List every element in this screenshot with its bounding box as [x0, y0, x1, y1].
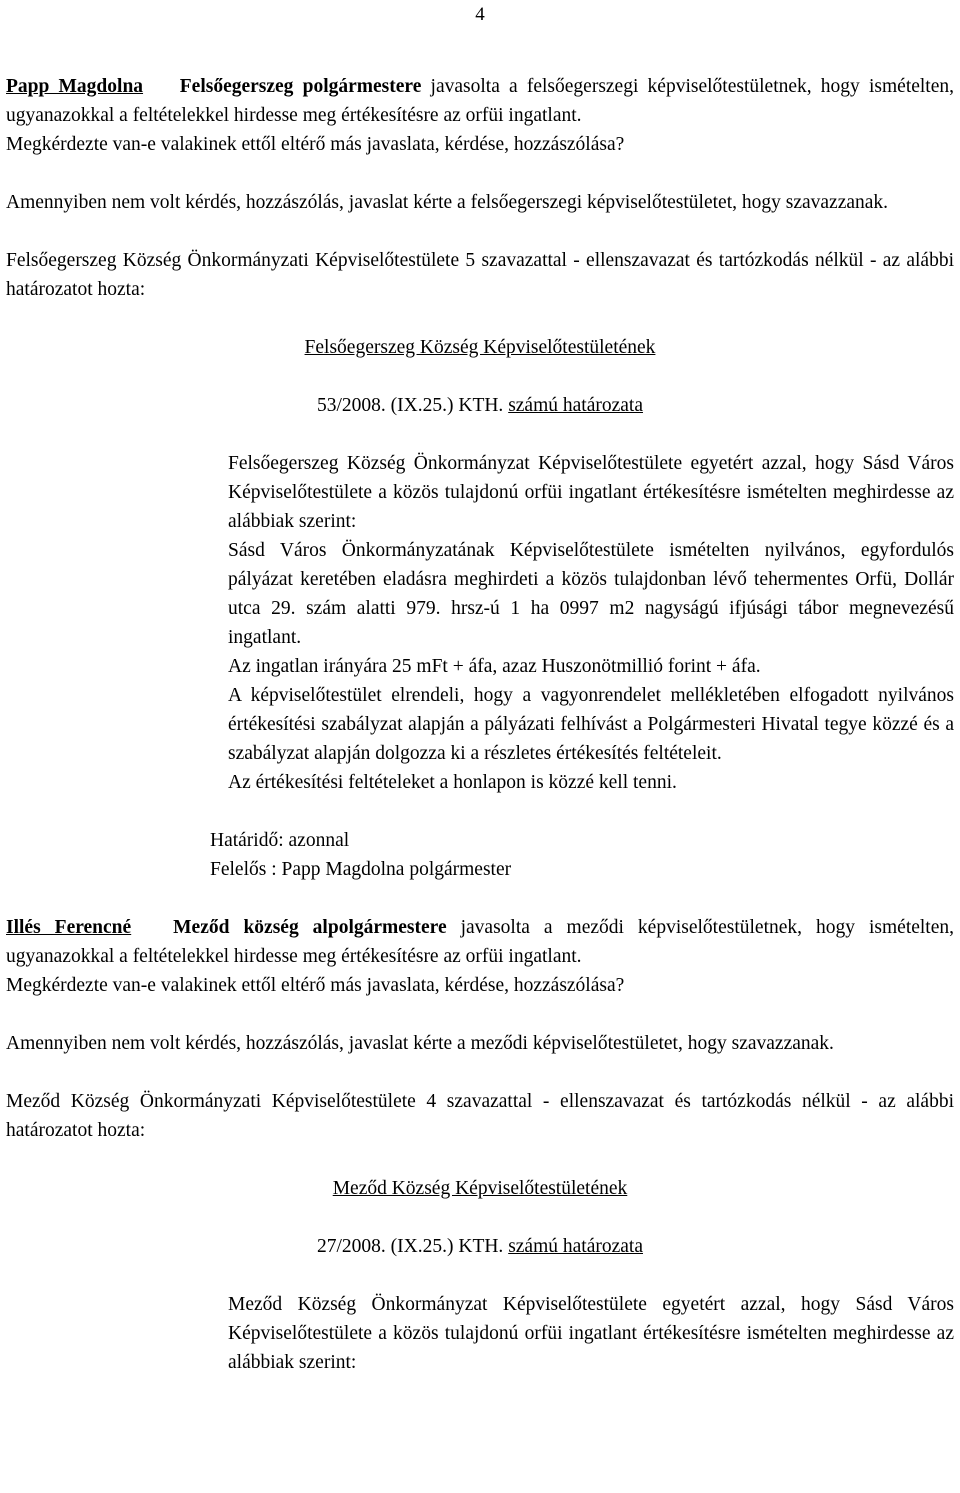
section1-resolution-number: 53/2008. (IX.25.) KTH.: [317, 395, 504, 416]
section1-resolution-line: A képviselőtestület elrendeli, hogy a vagyonrendelet mellékletében elfogadott nyilvános értékesítési szabályzat alapján a pályázati felhívást a Polgármesteri Hivatal tegye közzé és a szabályzat alapján dolgozza ki a részletes értékesítés feltételeit.: [228, 685, 954, 764]
section1-resolution-text: [228, 449, 954, 797]
section2-intro-text: javasolta a meződi képviselőtestületnek, hogy ismételten, ugyanazokkal a feltételekkel hirdesse meg értékesítésre az orfüi ingatlant.: [6, 917, 955, 967]
section2-question: Megkérdezte van-e valakinek ettől eltérő más javaslata, kérdése, hozzászólása?: [6, 975, 625, 996]
section2-vote-result: Meződ Község Önkormányzati Képviselőtestülete 4 szavazattal - ellenszavazat és tartózkodás nélkül - az alábbi határozatot hozta:: [6, 1091, 954, 1141]
section1-speaker-name: Papp Magdolna: [6, 76, 144, 97]
section2-resolution-label: számú határozata: [508, 1236, 643, 1257]
document-body: [6, 72, 954, 1377]
section1-vote-result: Felsőegerszeg Község Önkormányzati Képviselőtestülete 5 szavazattal - ellenszavazat és tartózkodás nélkül - az alábbi határozatot hozta:: [6, 250, 954, 300]
section1-deadline-block: [210, 826, 954, 884]
section1-question: Megkérdezte van-e valakinek ettől eltérő más javaslata, kérdése, hozzászólása?: [6, 134, 625, 155]
section2-heading: [6, 1174, 954, 1261]
section1-resolution-line: Felsőegerszeg Község Önkormányzat Képviselőtestülete egyetért azzal, hogy Sásd Város Képviselőtestülete a közös tulajdonú orfüi ingatlant értékesítésre ismételten meghirdesse az alábbiak szerint:: [228, 453, 954, 532]
section2-vote-request: Amennyiben nem volt kérdés, hozzászólás, javaslat kérte a meződi képviselőtestületet, hogy szavazzanak.: [6, 1033, 834, 1054]
section1-deadline: Határidő: azonnal: [210, 830, 350, 851]
section2-resolution-title: [6, 1232, 954, 1261]
section2-resolution-line: Meződ Község Önkormányzat Képviselőtestülete egyetért azzal, hogy Sásd Város Képviselőtestülete a közös tulajdonú orfüi ingatlant értékesítésre ismételten meghirdesse az alábbiak szerint:: [228, 1294, 954, 1373]
section1-resolution-title: [6, 391, 954, 420]
page-number: 4: [475, 4, 485, 25]
section1-resolution-line: Az ingatlan irányára 25 mFt + áfa, azaz Huszonötmillió forint + áfa.: [228, 656, 761, 677]
section1-resolution-label: számú határozata: [508, 395, 643, 416]
section2-speaker-role: Meződ község alpolgármestere: [173, 917, 447, 938]
section1-heading: [6, 333, 954, 420]
section2-body-title: Meződ Község Képviselőtestületének: [332, 1178, 628, 1199]
section2-resolution-number: 27/2008. (IX.25.) KTH.: [317, 1236, 504, 1257]
section1-intro-text: javasolta a felsőegerszegi képviselőtestületnek, hogy ismételten, ugyanazokkal a feltételekkel hirdesse meg értékesítésre az orfüi ingatlant.: [6, 76, 955, 126]
section1-body-title: Felsőegerszeg Község Képviselőtestületének: [304, 337, 656, 358]
section1-vote-request: Amennyiben nem volt kérdés, hozzászólás, javaslat kérte a felsőegerszegi képviselőtestületet, hogy szavazzanak.: [6, 192, 889, 213]
section2-intro: [6, 913, 954, 971]
section1-resolution-line: Az értékesítési feltételeket a honlapon is közzé kell tenni.: [228, 772, 677, 793]
section2-speaker-name: Illés Ferencné: [6, 917, 132, 938]
section1-resolution-line: Sásd Város Önkormányzatának Képviselőtestülete ismételten nyilvános, egyfordulós pályázat keretében eladásra meghirdeti a közös tulajdonban lévő tehermentes Orfü, Dollár utca 29. szám alatti 979. hrsz-ú 1 ha 0997 m2 nagyságú ifjúsági tábor megnevezésű ingatlant.: [228, 540, 954, 648]
section1-intro: [6, 72, 954, 130]
section1-speaker-role: Felsőegerszeg polgármestere: [179, 76, 422, 97]
section1-responsible: Felelős : Papp Magdolna polgármester: [210, 859, 512, 880]
section2-resolution-text: [228, 1290, 954, 1377]
